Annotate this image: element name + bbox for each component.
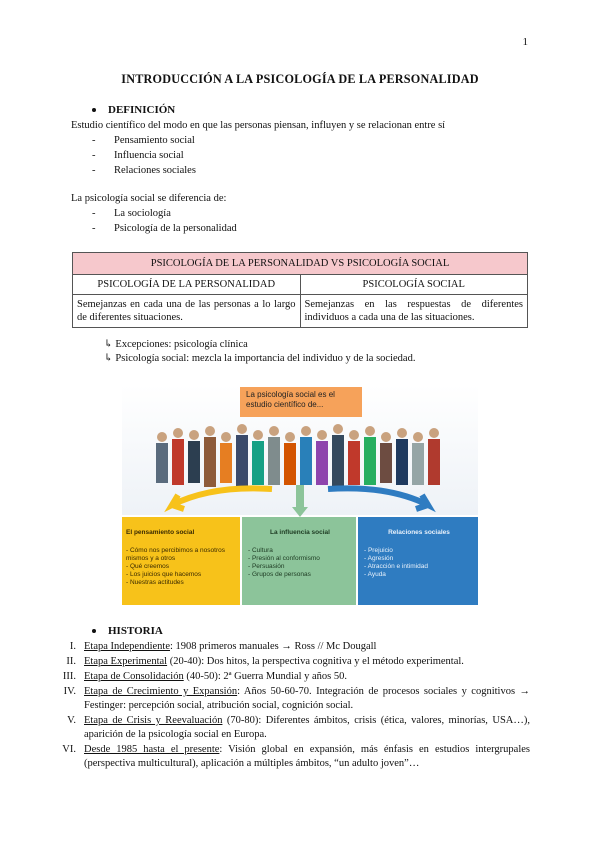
- col2-title: PSICOLOGÍA SOCIAL: [300, 275, 528, 295]
- definicion-heading: [92, 104, 175, 116]
- diferencia-item: - La sociología: [92, 208, 171, 219]
- note-social: ↳ Psicología social: mezcla la importancia del individuo y de la sociedad.: [104, 353, 416, 364]
- historia-heading-text: HISTORIA: [108, 625, 163, 637]
- historia-heading: [92, 625, 163, 637]
- definicion-intro: Estudio científico del modo en que las personas piensan, influyen y se relacionan entre sí: [71, 120, 446, 131]
- definicion-heading-text: DEFINICIÓN: [108, 104, 176, 116]
- diferencia-item: - Psicología de la personalidad: [92, 223, 237, 234]
- col1-title: PSICOLOGÍA DE LA PERSONALIDAD: [73, 275, 301, 295]
- col2-text: Semejanzas en las respuestas de diferentes individuos a cada una de las situaciones.: [300, 295, 528, 328]
- psychology-figure: [122, 385, 478, 605]
- definicion-item: - Influencia social: [92, 150, 184, 161]
- historia-item: IV. Etapa de Crecimiento y Expansión: Años 50-60-70. Integración de procesos sociales y cognitivos → Festinger: percepción social, atribución social, cognición social.: [63, 686, 530, 711]
- historia-item: II. Etapa Experimental (20-40): Dos hitos, la perspectiva cognitiva y el método experimental.: [66, 656, 464, 667]
- historia-item: I. Etapa Independiente: 1908 primeros manuales → Ross // Mc Dougall: [69, 641, 377, 652]
- definicion-item: - Relaciones sociales: [92, 165, 196, 176]
- comparison-header: PSICOLOGÍA DE LA PERSONALIDAD VS PSICOLOGÍA SOCIAL: [73, 253, 528, 275]
- page-title: INTRODUCCIÓN A LA PSICOLOGÍA DE LA PERSONALIDAD: [121, 72, 479, 86]
- box-influencia-content: La influencia social - Cultura - Presión al conformismo - Persuasión - Grupos de personas: [248, 529, 330, 578]
- bullet-icon: [92, 108, 96, 112]
- diferencia-intro: La psicología social se diferencia de:: [71, 193, 227, 204]
- box-pensamiento-content: El pensamiento social - Cómo nos percibimos a nosotros mismos y a otros - Qué creemos - Los juicios que hacemos - Nuestras actitudes: [126, 529, 225, 586]
- historia-item: III. Etapa de Consolidación (40-50): 2ª Guerra Mundial y años 50.: [62, 671, 348, 682]
- figure-callout: La psicología social es el estudio científico de...: [246, 390, 335, 409]
- bullet-icon: [92, 629, 96, 633]
- historia-item: VI. Desde 1985 hasta el presente: Visión global en expansión, más énfasis en estudios intergrupales (perspectiva multicultural), aplicación a múltiples ámbitos, “un adulto joven”…: [62, 744, 530, 769]
- historia-item: V. Etapa de Crisis y Reevaluación (70-80): Diferentes ámbitos, crisis (ética, valores, minorías, USA…), aparición de la psicología social en Europa.: [67, 715, 530, 740]
- page-number: 1: [522, 36, 528, 48]
- col1-text: Semejanzas en cada una de las personas a lo largo de diferentes situaciones.: [73, 295, 301, 328]
- note-exceptions: ↳ Excepciones: psicología clínica: [104, 339, 248, 350]
- comparison-table: [72, 252, 528, 328]
- box-relaciones-content: Relaciones sociales - Prejuicio - Agresión - Atracción e intimidad - Ayuda: [364, 529, 450, 578]
- definicion-item: - Pensamiento social: [92, 135, 195, 146]
